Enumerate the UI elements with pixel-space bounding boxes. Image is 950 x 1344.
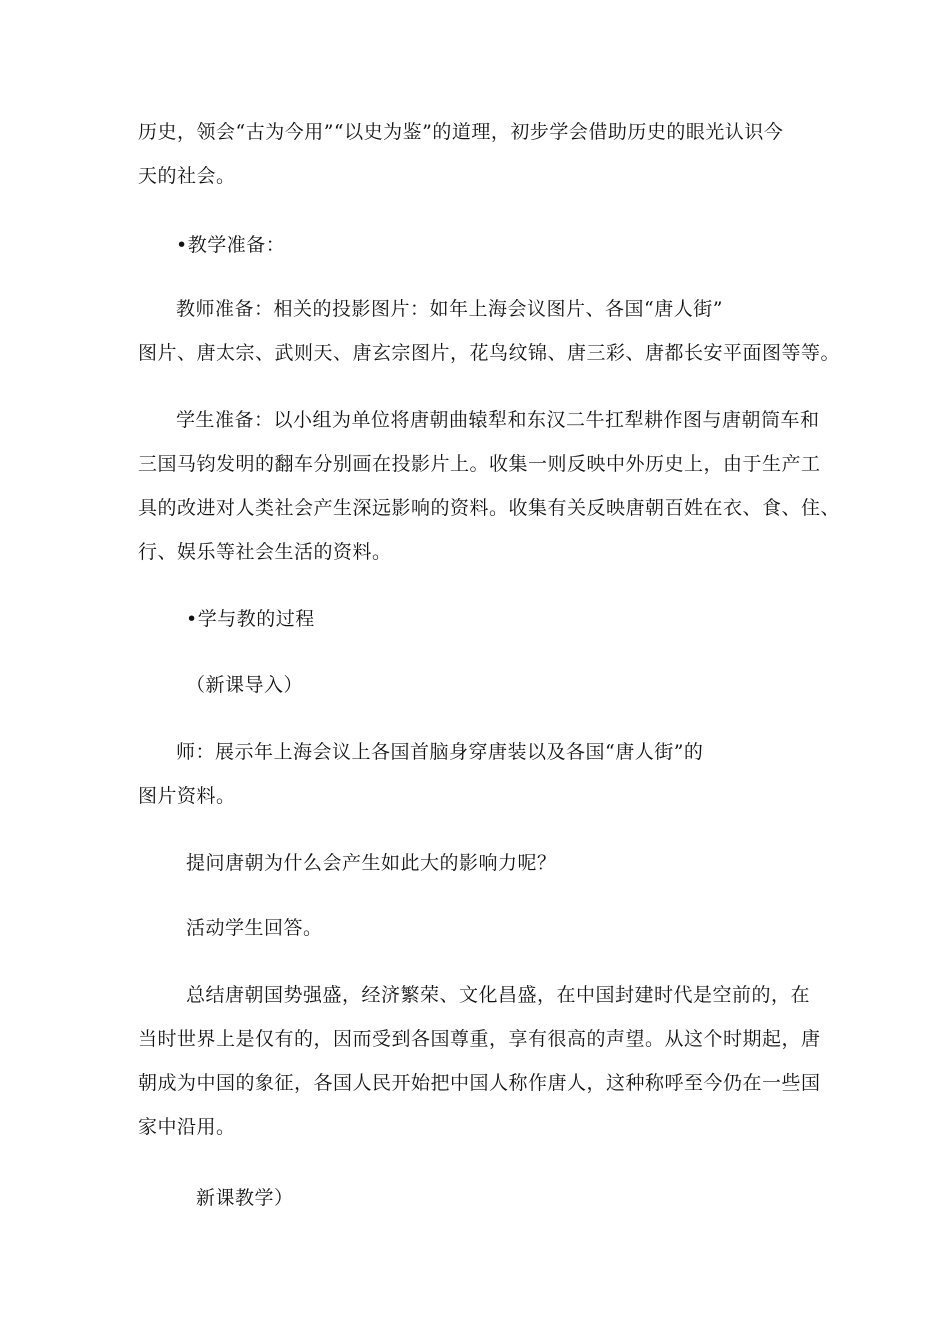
text-line: 三国马钧发明的翻车分别画在投影片上。收集一则反映中外历史上，由于生产工: [138, 453, 821, 475]
text-line: 家中沿用。: [138, 1116, 236, 1138]
text-line: 朝成为中国的象征，各国人民开始把中国人称作唐人，这种称呼至今仍在一些国: [138, 1072, 821, 1094]
text-line: 当时世界上是仅有的，因而受到各国尊重，享有很高的声望。从这个时期起，唐: [138, 1028, 821, 1050]
section-heading-learning-process: •学与教的过程: [186, 608, 315, 630]
text-line: 提问唐朝为什么会产生如此大的影响力呢？: [186, 852, 557, 874]
text-line: 教师准备：相关的投影图片：如年上海会议图片、各国“唐人街”: [176, 298, 723, 320]
text-line: 具的改进对人类社会产生深远影响的资料。收集有关反映唐朝百姓在衣、食、住、: [138, 497, 841, 519]
text-line: 总结唐朝国势强盛，经济繁荣、文化昌盛，在中国封建时代是空前的，在: [186, 984, 811, 1006]
text-line: 师：展示年上海会议上各国首脑身穿唐装以及各国“唐人街”的: [176, 741, 704, 763]
subsection-heading-new-lesson-intro: （新课导入）: [186, 674, 304, 696]
text-line: 天的社会。: [138, 165, 236, 187]
section-heading-teaching-preparation: •教学准备：: [176, 234, 286, 256]
text-line: 历史，领会“古为今用”“以史为鉴”的道理，初步学会借助历史的眼光认识今: [138, 121, 784, 143]
subsection-heading-new-lesson-teaching: 新课教学）: [196, 1187, 294, 1209]
text-line: 图片、唐太宗、武则天、唐玄宗图片，花鸟纹锦、唐三彩、唐都长安平面图等等。: [138, 342, 841, 364]
text-line: 活动学生回答。: [186, 917, 323, 939]
text-line: 图片资料。: [138, 785, 236, 807]
text-line: 行、娱乐等社会生活的资料。: [138, 541, 392, 563]
text-line: 学生准备：以小组为单位将唐朝曲辕犁和东汉二牛扛犁耕作图与唐朝筒车和: [176, 409, 820, 431]
